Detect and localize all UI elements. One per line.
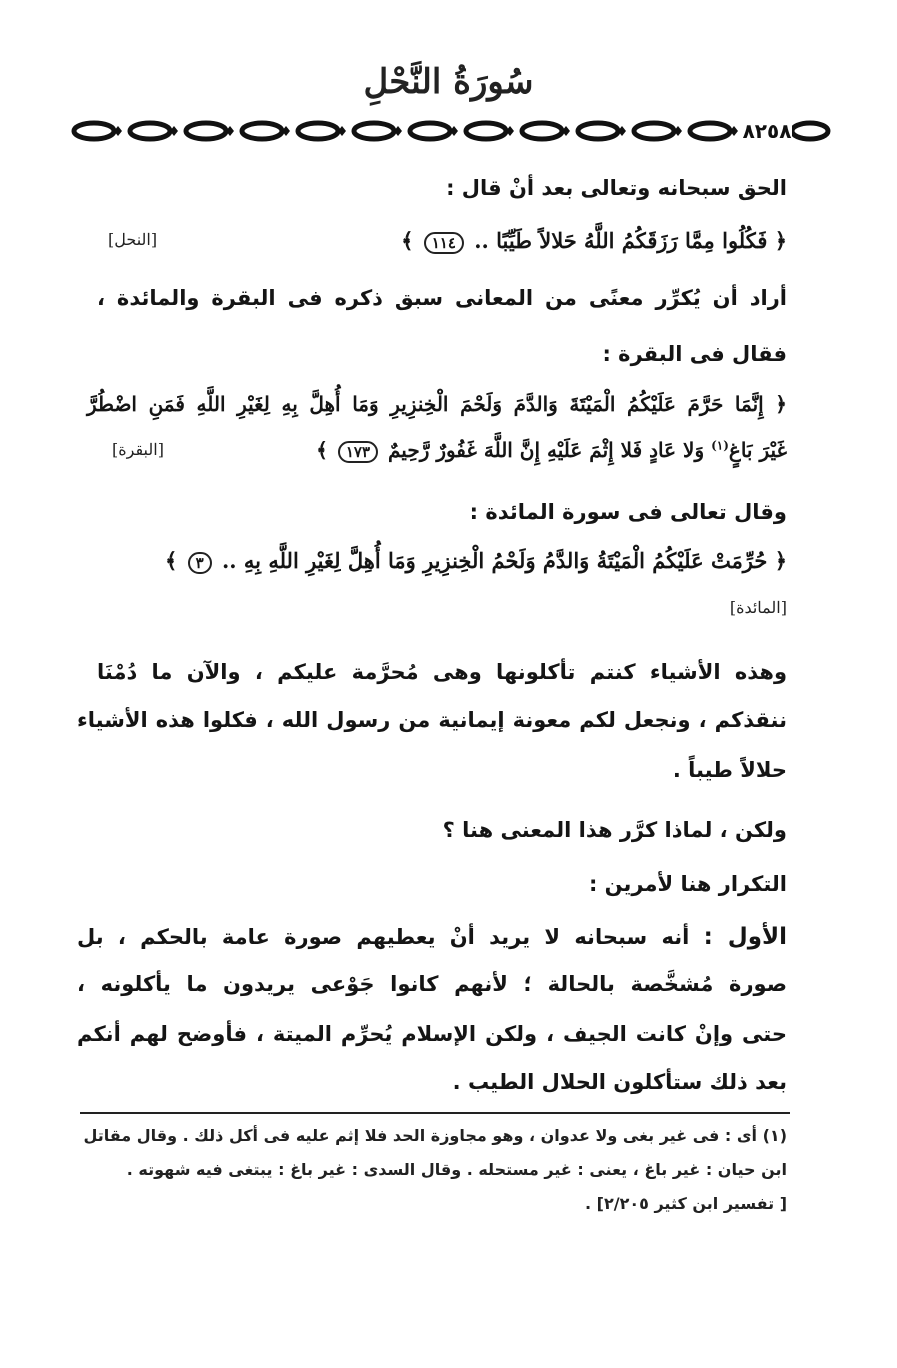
text-line: فقال فى البقرة :: [602, 342, 787, 366]
text-line: وقال تعالى فى سورة المائدة :: [469, 500, 787, 524]
text-line: أراد أن يُكرِّر معنًى من المعانى سبق ذكره فى البقرة والمائدة ،: [97, 286, 787, 310]
footnote-line: (١) أى : فى غير بغى ولا عدوان ، وهو مجاوزة الحد فلا إثم عليه فى أكل ذلك . وقال مقاتل: [83, 1126, 787, 1145]
quran-verse: [316, 438, 787, 463]
border-link: [186, 123, 226, 139]
footnote-divider: [80, 1112, 790, 1114]
text-line: وهذه الأشياء كنتم تأكلونها وهى مُحرَّمة عليكم ، والآن ما دُمْنَا: [97, 660, 787, 684]
border-link: [410, 123, 450, 139]
quran-verse: [401, 228, 787, 254]
verse-bracket: ﴾: [401, 228, 414, 253]
verse-text: وَلا عَادٍ فَلا إِثْمَ عَلَيْهِ إِنَّ اللَّهَ غَفُورٌ رَّحِيمٌ: [387, 438, 705, 462]
bold-lead: الأول :: [703, 924, 787, 950]
text-line: الحق سبحانه وتعالى بعد أنْ قال :: [446, 176, 787, 200]
border-link: [578, 123, 618, 139]
text-line: حلالاً طيباً .: [672, 758, 787, 782]
text-line: صورة مُشخَّصة بالحالة ؛ لأنهم كانوا جَوْعى يريدون ما يأكلونه ،: [77, 972, 787, 996]
text-span: أنه سبحانه لا يريد أنْ يعطيهم صورة عامة بالحكم ، بل: [77, 925, 690, 949]
footnote-line: ابن حيان : غير باغ ، يعنى : غير مستحله . وقال السدى : غير باغ : يبتغى فيه شهوته .: [126, 1160, 787, 1179]
border-link: [130, 123, 170, 139]
border-link: [466, 123, 506, 139]
border-link: [242, 123, 282, 139]
surah-reference: [البقرة]: [112, 440, 164, 459]
border-link: [522, 123, 562, 139]
quran-verse: [165, 548, 787, 574]
verse-bracket: ﴾: [316, 438, 328, 462]
border-link: [792, 123, 828, 139]
border-link: [634, 123, 674, 139]
surah-title: سُورَةُ النَّحْلِ: [363, 62, 534, 102]
border-link: [298, 123, 338, 139]
text-line: ولكن ، لماذا كرَّر هذا المعنى هنا ؟: [442, 818, 787, 842]
surah-reference: [النحل]: [108, 230, 158, 249]
verse-text: ﴿ حُرِّمَتْ عَلَيْكُمُ الْمَيْتَةُ وَالدَّمُ وَلَحْمُ الْخِنزِيرِ وَمَا أُهِلَّ لِغَيْرِ اللَّهِ بِهِ ..: [221, 548, 787, 573]
border-link: [690, 123, 730, 139]
surah-reference: [المائدة]: [729, 598, 787, 617]
aya-number: ١٧٣: [338, 441, 378, 463]
footnote-line: [ تفسير ابن كثير ٢/٢٠٥] .: [585, 1194, 787, 1213]
footnote-marker: (١): [711, 438, 729, 453]
verse-text: غَيْرَ بَاغٍ: [728, 438, 787, 462]
verse-bracket: ﴾: [164, 548, 178, 573]
decorative-border: [70, 116, 832, 146]
page-number: ٨٢٥٨: [742, 116, 792, 146]
aya-number: ١١٤: [424, 232, 464, 254]
border-link: [74, 123, 114, 139]
aya-number: ٣: [188, 552, 212, 574]
quran-verse: ﴿ إِنَّمَا حَرَّمَ عَلَيْكُمُ الْمَيْتَةَ وَالدَّمَ وَلَحْمَ الْخِنزِيرِ وَمَا أُهِلَّ بِهِ لِغَيْرِ اللَّهِ فَمَنِ اضْطُرَّ: [87, 392, 787, 416]
verse-text: ﴿ فَكُلُوا مِمَّا رَزَقَكُمُ اللَّهُ حَلالاً طَيِّبًا ..: [474, 228, 787, 253]
border-link: [354, 123, 394, 139]
text-line: ننقذكم ، ونجعل لكم معونة إيمانية من رسول الله ، فكلوا هذه الأشياء: [77, 708, 787, 732]
text-line: التكرار هنا لأمرين :: [588, 872, 787, 896]
text-line: حتى وإنْ كانت الجيف ، ولكن الإسلام يُحرِّم الميتة ، فأوضح لهم أنكم: [77, 1022, 787, 1046]
text-line: بعد ذلك ستأكلون الحلال الطيب .: [452, 1070, 787, 1094]
text-line: [77, 924, 787, 950]
